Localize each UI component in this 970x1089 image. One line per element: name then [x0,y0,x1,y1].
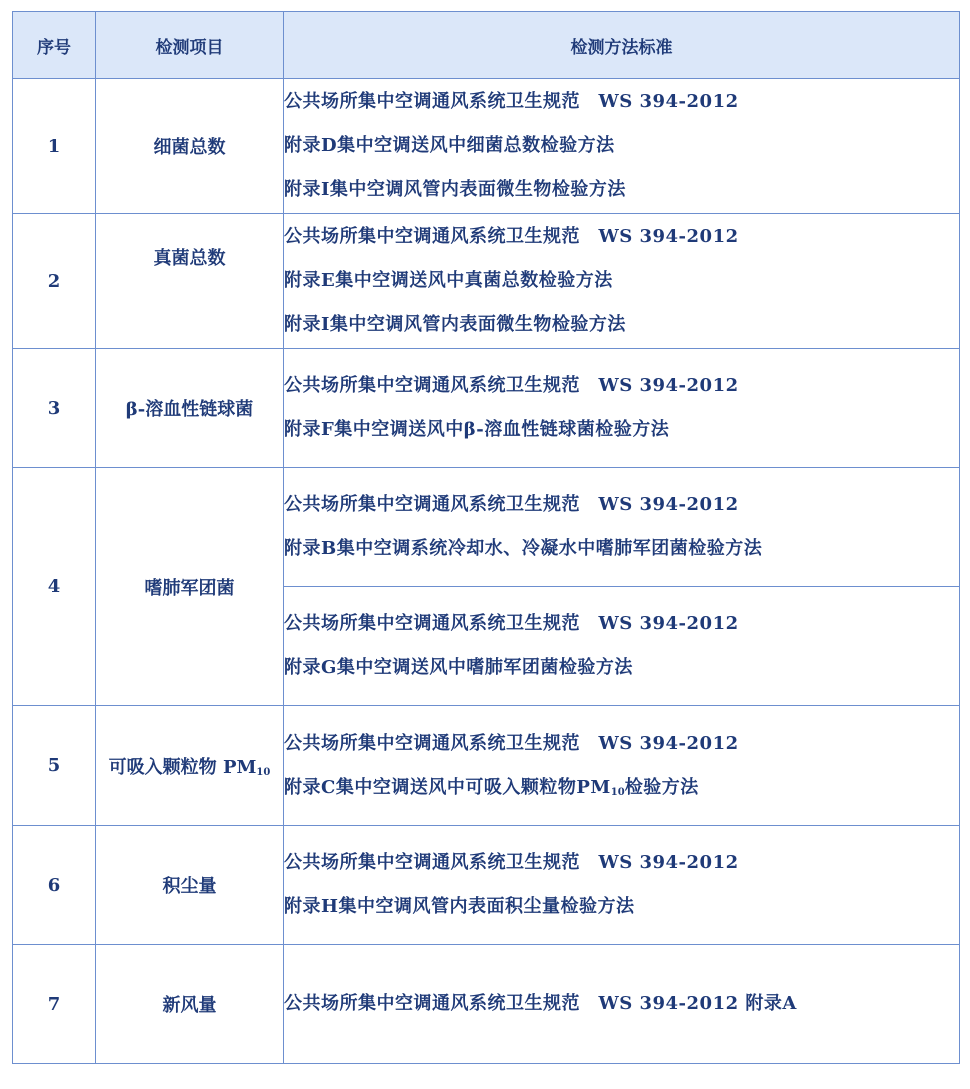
row-number: 5 [13,706,96,826]
table-row [13,468,960,587]
test-item: 真菌总数 [96,214,284,349]
method-line: 公共场所集中空调通风系统卫生规范 WS 394-2012 附录A [284,993,797,1014]
method-line: 附录B集中空调系统冷却水、冷凝水中嗜肺军团菌检验方法 [284,538,763,559]
method-line: 附录I集中空调风管内表面微生物检验方法 [284,314,626,335]
method-line: 公共场所集中空调通风系统卫生规范 WS 394-2012 [284,613,739,634]
method-cell [284,826,960,945]
row-number: 3 [13,349,96,468]
header-method: 检测方法标准 [284,12,960,79]
table-row [13,214,960,349]
method-cell [284,587,960,706]
method-line: 公共场所集中空调通风系统卫生规范 WS 394-2012 [284,375,739,396]
test-item: 嗜肺军团菌 [96,468,284,706]
method-line [284,766,959,810]
test-item: 细菌总数 [96,79,284,214]
method-cell [284,79,960,214]
method-line-subscript: 10 [610,786,625,798]
method-line: 公共场所集中空调通风系统卫生规范 WS 394-2012 [284,494,739,515]
row-number: 2 [13,214,96,349]
method-line: 附录E集中空调送风中真菌总数检验方法 [284,270,613,291]
method-line-text: 检验方法 [624,776,699,798]
method-line: 公共场所集中空调通风系统卫生规范 WS 394-2012 [284,852,739,873]
method-cell [284,706,960,826]
test-item: 积尘量 [96,826,284,945]
method-line: 附录H集中空调风管内表面积尘量检验方法 [284,896,635,917]
table-row [13,706,960,826]
method-line: 公共场所集中空调通风系统卫生规范 WS 394-2012 [284,732,739,754]
method-line-text: 附录C集中空调送风中可吸入颗粒物PM [284,776,611,798]
header-row [13,12,960,79]
row-number: 7 [13,945,96,1064]
row-number: 4 [13,468,96,706]
test-item-label: 可吸入颗粒物 PM [108,756,257,778]
method-line: 公共场所集中空调通风系统卫生规范 WS 394-2012 [284,91,739,112]
test-item [96,706,284,826]
table-row [13,349,960,468]
row-number: 6 [13,826,96,945]
method-line: 附录D集中空调送风中细菌总数检验方法 [284,135,615,156]
table-row [13,826,960,945]
test-item: 新风量 [96,945,284,1064]
method-cell [284,214,960,349]
method-cell [284,349,960,468]
header-no: 序号 [13,12,96,79]
header-item: 检测项目 [96,12,284,79]
method-line: 公共场所集中空调通风系统卫生规范 WS 394-2012 [284,226,739,247]
table-row [13,945,960,1064]
method-cell [284,945,960,1064]
test-item-subscript: 10 [256,766,271,778]
method-line: 附录G集中空调送风中嗜肺军团菌检验方法 [284,657,633,678]
test-item: β-溶血性链球菌 [96,349,284,468]
method-line: 附录F集中空调送风中β-溶血性链球菌检验方法 [284,419,670,440]
method-line: 附录I集中空调风管内表面微生物检验方法 [284,179,626,200]
row-number: 1 [13,79,96,214]
method-cell [284,468,960,587]
standards-table [12,11,960,1064]
table-row [13,79,960,214]
